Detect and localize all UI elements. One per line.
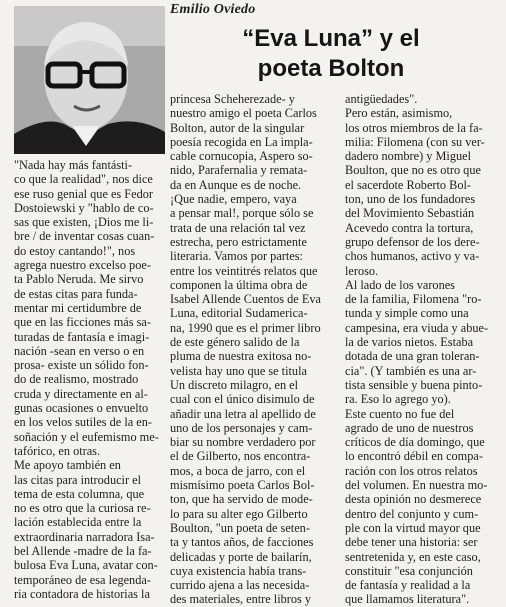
article-column-2	[170, 92, 340, 607]
text-line: gunas ocasiones o envuelto	[14, 401, 149, 416]
text-line: chos humanos, activo y va-	[345, 249, 480, 264]
text-line: ra. Eso lo agrego yo).	[345, 392, 451, 407]
text-line: mentar mi certidumbre de	[14, 300, 142, 315]
text-line: tunda y simple como una	[345, 306, 469, 321]
text-line: de estas citas para funda-	[14, 286, 138, 301]
text-line: ese ruso genial que es Fedor	[14, 186, 153, 201]
text-line: delicadas y porte de bailarín,	[170, 549, 312, 564]
text-line: los otros miembros de la fa-	[345, 120, 483, 135]
text-line: de la familia, Filomena "ro-	[345, 292, 482, 307]
text-line: no es otro que la curiosa re-	[14, 501, 151, 516]
text-line: turadas de fantasía e imagi-	[14, 329, 150, 344]
text-line: pluma de nuestra exitosa no-	[170, 349, 312, 364]
text-line: princesa Scheherezade- y	[170, 92, 295, 106]
article-column-1	[14, 158, 165, 601]
text-line: Al lado de los varones	[345, 277, 455, 292]
text-line: el sacerdote Roberto Bol-	[345, 177, 472, 192]
text-line: Acevedo contra la tortura,	[345, 220, 474, 235]
text-line: mismísimo poeta Carlos Bol-	[170, 478, 315, 493]
text-line: nuestro amigo el poeta Carlos	[170, 106, 317, 121]
text-line: las citas para introducir el	[14, 472, 142, 487]
text-line: ta Pablo Neruda. Me sirvo	[14, 272, 144, 287]
text-line: que llamamos literatura".	[345, 592, 470, 607]
text-line: sas que existen, ¡Dios me li-	[14, 215, 154, 230]
text-line: prosa- existe un sólido fon-	[14, 358, 149, 373]
text-line: lo encontró débil en compa-	[345, 449, 483, 464]
text-line: extraordinaria narradora Isa-	[14, 529, 155, 544]
text-line: tema de esta columna, que	[14, 486, 145, 501]
text-line: literaria. Vamos por partes:	[170, 249, 303, 264]
text-line: temporáneo de esa legenda-	[14, 572, 151, 587]
headline-line-2: poeta Bolton	[257, 55, 405, 82]
text-line: Boulton, "un poeta de seten-	[170, 520, 310, 535]
text-line: constituir "esa conjunción	[345, 563, 473, 578]
text-line: na, 1990 que es el primer libro	[170, 320, 321, 335]
text-line: ¡Que nadie, empero, vaya	[170, 192, 297, 207]
text-line: soñación y el eufemismo me-	[14, 429, 159, 444]
text-line: de este género salido de la	[170, 335, 300, 350]
text-line: Isabel Allende Cuentos de Eva	[170, 292, 321, 307]
text-line: cia". (Y también es una ar-	[345, 363, 477, 378]
text-line: la de varios nietos. Estaba	[345, 335, 474, 350]
text-line: co que la realidad", nos dice	[14, 172, 153, 187]
text-line: dotada de una gran toleran-	[345, 349, 480, 364]
text-line: Bolton, autor de la singular	[170, 120, 305, 135]
text-line: Un discreto milagro, en el	[170, 377, 299, 392]
text-line: Luna, editorial Sudamerica-	[170, 306, 308, 321]
text-line: lación establecida entre la	[14, 515, 142, 530]
text-line: bre / de inventar cosas cuan-	[14, 229, 155, 244]
headline	[170, 24, 492, 84]
text-line: tista sensible y buena pinto-	[345, 377, 483, 392]
text-line: dentro del conjunto y cum-	[345, 506, 479, 521]
text-line: ton, uno de los fundadores	[345, 192, 476, 207]
text-line: "Nada hay más fantásti-	[14, 158, 133, 172]
text-line: do de realismo, mostrado	[14, 372, 139, 387]
text-line: poesía recogida en La impla-	[170, 134, 313, 149]
text-line: mos, a boca de jarro, con el	[170, 463, 306, 478]
text-line: sentretenida y, en este caso,	[345, 549, 481, 564]
author-portrait-icon	[14, 6, 165, 154]
text-line: cable cornucopia, Aspero so-	[170, 149, 313, 164]
text-line: bel Allende -madre de la fa-	[14, 544, 152, 559]
text-line: de fantasía y realidad a la	[345, 578, 471, 593]
text-line: ta y tantos años, de facciones	[170, 535, 314, 550]
text-line: campesina, era viuda y abue-	[345, 320, 489, 335]
text-line: cuya existencia había trans-	[170, 563, 307, 578]
text-line: del volumen. En nuestra mo-	[345, 478, 488, 493]
text-line: do estoy cantando!", nos	[14, 243, 136, 258]
author-portrait-photo	[14, 6, 165, 154]
text-line: críticos de día domingo, que	[345, 435, 485, 450]
text-line: a pensar mal!, porque sólo se	[170, 206, 314, 221]
text-line: Este cuento no fue del	[345, 406, 455, 421]
text-line: Dostoiewski y "hablo de co-	[14, 200, 154, 215]
text-line: entre los veintitrés relatos que	[170, 263, 318, 278]
text-line: Me apoyo también en	[14, 458, 121, 473]
text-line: ton, que ha servido de mode-	[170, 492, 313, 507]
article-column-3	[345, 92, 495, 607]
text-line: Pero están, asimismo,	[345, 106, 453, 121]
author-byline: Emilio Oviedo	[170, 2, 256, 17]
text-line: cual con el único disimulo de	[170, 392, 315, 407]
text-line: grupo defensor de los dere-	[345, 234, 480, 249]
text-line: en los velos sutiles de la en-	[14, 415, 152, 430]
text-line: componen la última obra de	[170, 277, 308, 292]
text-line: leroso.	[345, 263, 379, 278]
text-line: currido ajena a las necesida-	[170, 578, 310, 593]
text-line: debe tener una historia: ser	[345, 535, 478, 550]
text-line: ple con la virtud mayor que	[345, 520, 481, 535]
text-line: velista hay uno que se titula	[170, 363, 307, 378]
text-line: da en Aunque es de noche.	[170, 177, 302, 192]
text-line: desta opinión no desmerece	[345, 492, 482, 507]
text-line: nido, Parafernalia y remata-	[170, 163, 308, 178]
text-line: estrecha, pero estrictamente	[170, 234, 307, 249]
text-line: des materiales, entre libros y	[170, 592, 312, 607]
text-line: milia: Filomena (con su ver-	[345, 134, 485, 149]
text-line: antigüedades".	[345, 92, 418, 106]
text-line: cruda y directamente en al-	[14, 386, 148, 401]
text-line: uno de los personajes y cam-	[170, 420, 313, 435]
text-line: agrega nuestro excelso poe-	[14, 258, 151, 273]
text-line: agrado de uno de nuestros	[345, 420, 474, 435]
text-line: tafórico, en otras.	[14, 443, 101, 458]
text-line: el de Gilberto, nos encontra-	[170, 449, 311, 464]
text-line: del Movimiento Sebastián	[345, 206, 475, 221]
text-line: nación -sean en verso o en	[14, 343, 145, 358]
headline-line-1: “Eva Luna” y el	[242, 25, 420, 52]
text-line: que en las ficciones más sa-	[14, 315, 151, 330]
text-line: ración con los otros relatos	[345, 463, 478, 478]
text-line: lo para su alter ego Gilberto	[170, 506, 308, 521]
text-line: añadir una letra al apellido de	[170, 406, 316, 421]
text-line: bulosa Eva Luna, avatar con-	[14, 558, 158, 573]
text-line: dadero nombre) y Miguel	[345, 149, 472, 164]
text-line: trata de una relación tal vez	[170, 220, 306, 235]
text-line: ria contadora de historias la	[14, 586, 150, 601]
text-line: Boulton, que no es otro que	[345, 163, 481, 178]
text-line: biar su nombre verdadero por	[170, 435, 316, 450]
